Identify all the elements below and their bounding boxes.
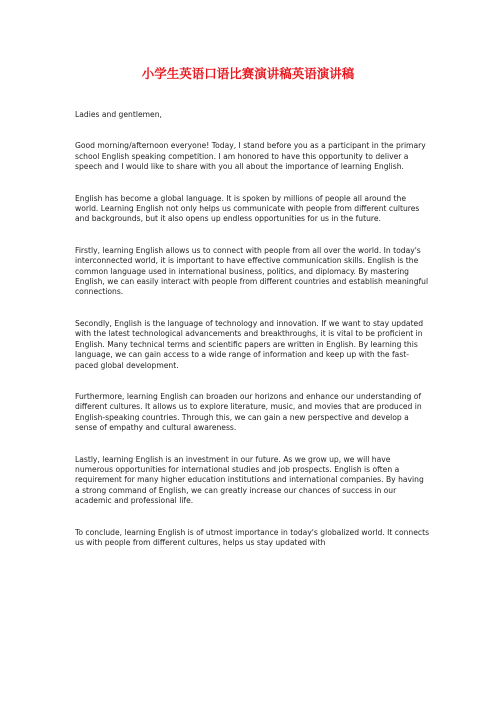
paragraph-firstly: Firstly, learning English allows us to connect with people from all over the world. In today's interconnected world, it is important to have effective communication skills. English is the common language used in international business, politics, and diplomacy. By mastering English, we can easily interact with people from different countries and establish meaningful connections.	[75, 245, 429, 297]
paragraph-introduction: Good morning/afternoon everyone! Today, I stand before you as a participant in the primary school English speaking competition. I am honored to have this opportunity to deliver a speech and I would like to share with you all about the importance of learning English.	[75, 141, 426, 172]
paragraph-conclusion: To conclude, learning English is of utmost importance in today's globalized world. It connects us with people from different cultures, helps us stay updated with	[75, 527, 430, 547]
document-title: 小学生英语口语比赛演讲稿英语演讲稿	[141, 66, 355, 81]
document-body	[75, 110, 430, 548]
paragraph-salutation: Ladies and gentlemen,	[75, 110, 162, 119]
paragraph-furthermore: Furthermore, learning English can broaden our horizons and enhance our understanding of different cultures. It allows us to explore literature, music, and movies that are produced in English-speaking countries. Through this, we can gain a new perspective and develop a sense of empathy and cultural awareness.	[75, 391, 422, 433]
paragraph-global-language: English has become a global language. It is spoken by millions of people all around the world. Learning English not only helps us communicate with people from different cultures and backgrounds, but it also opens up endless opportunities for us in the future.	[75, 193, 420, 224]
paragraph-lastly: Lastly, learning English is an investment in our future. As we grow up, we will have numerous opportunities for international studies and job prospects. English is often a requirement for many higher education institutions and international companies. By having a strong command of English, we can greatly increase our chances of success in our academic and professional life.	[75, 454, 424, 506]
paragraph-secondly: Secondly, English is the language of technology and innovation. If we want to stay updated with the latest technological advancements and breakthroughs, it is vital to be proficient in English. Many technical terms and scientific papers are written in English. By learning this language, we can gain access to a wide range of information and keep up with the fast-paced global development.	[75, 318, 424, 370]
